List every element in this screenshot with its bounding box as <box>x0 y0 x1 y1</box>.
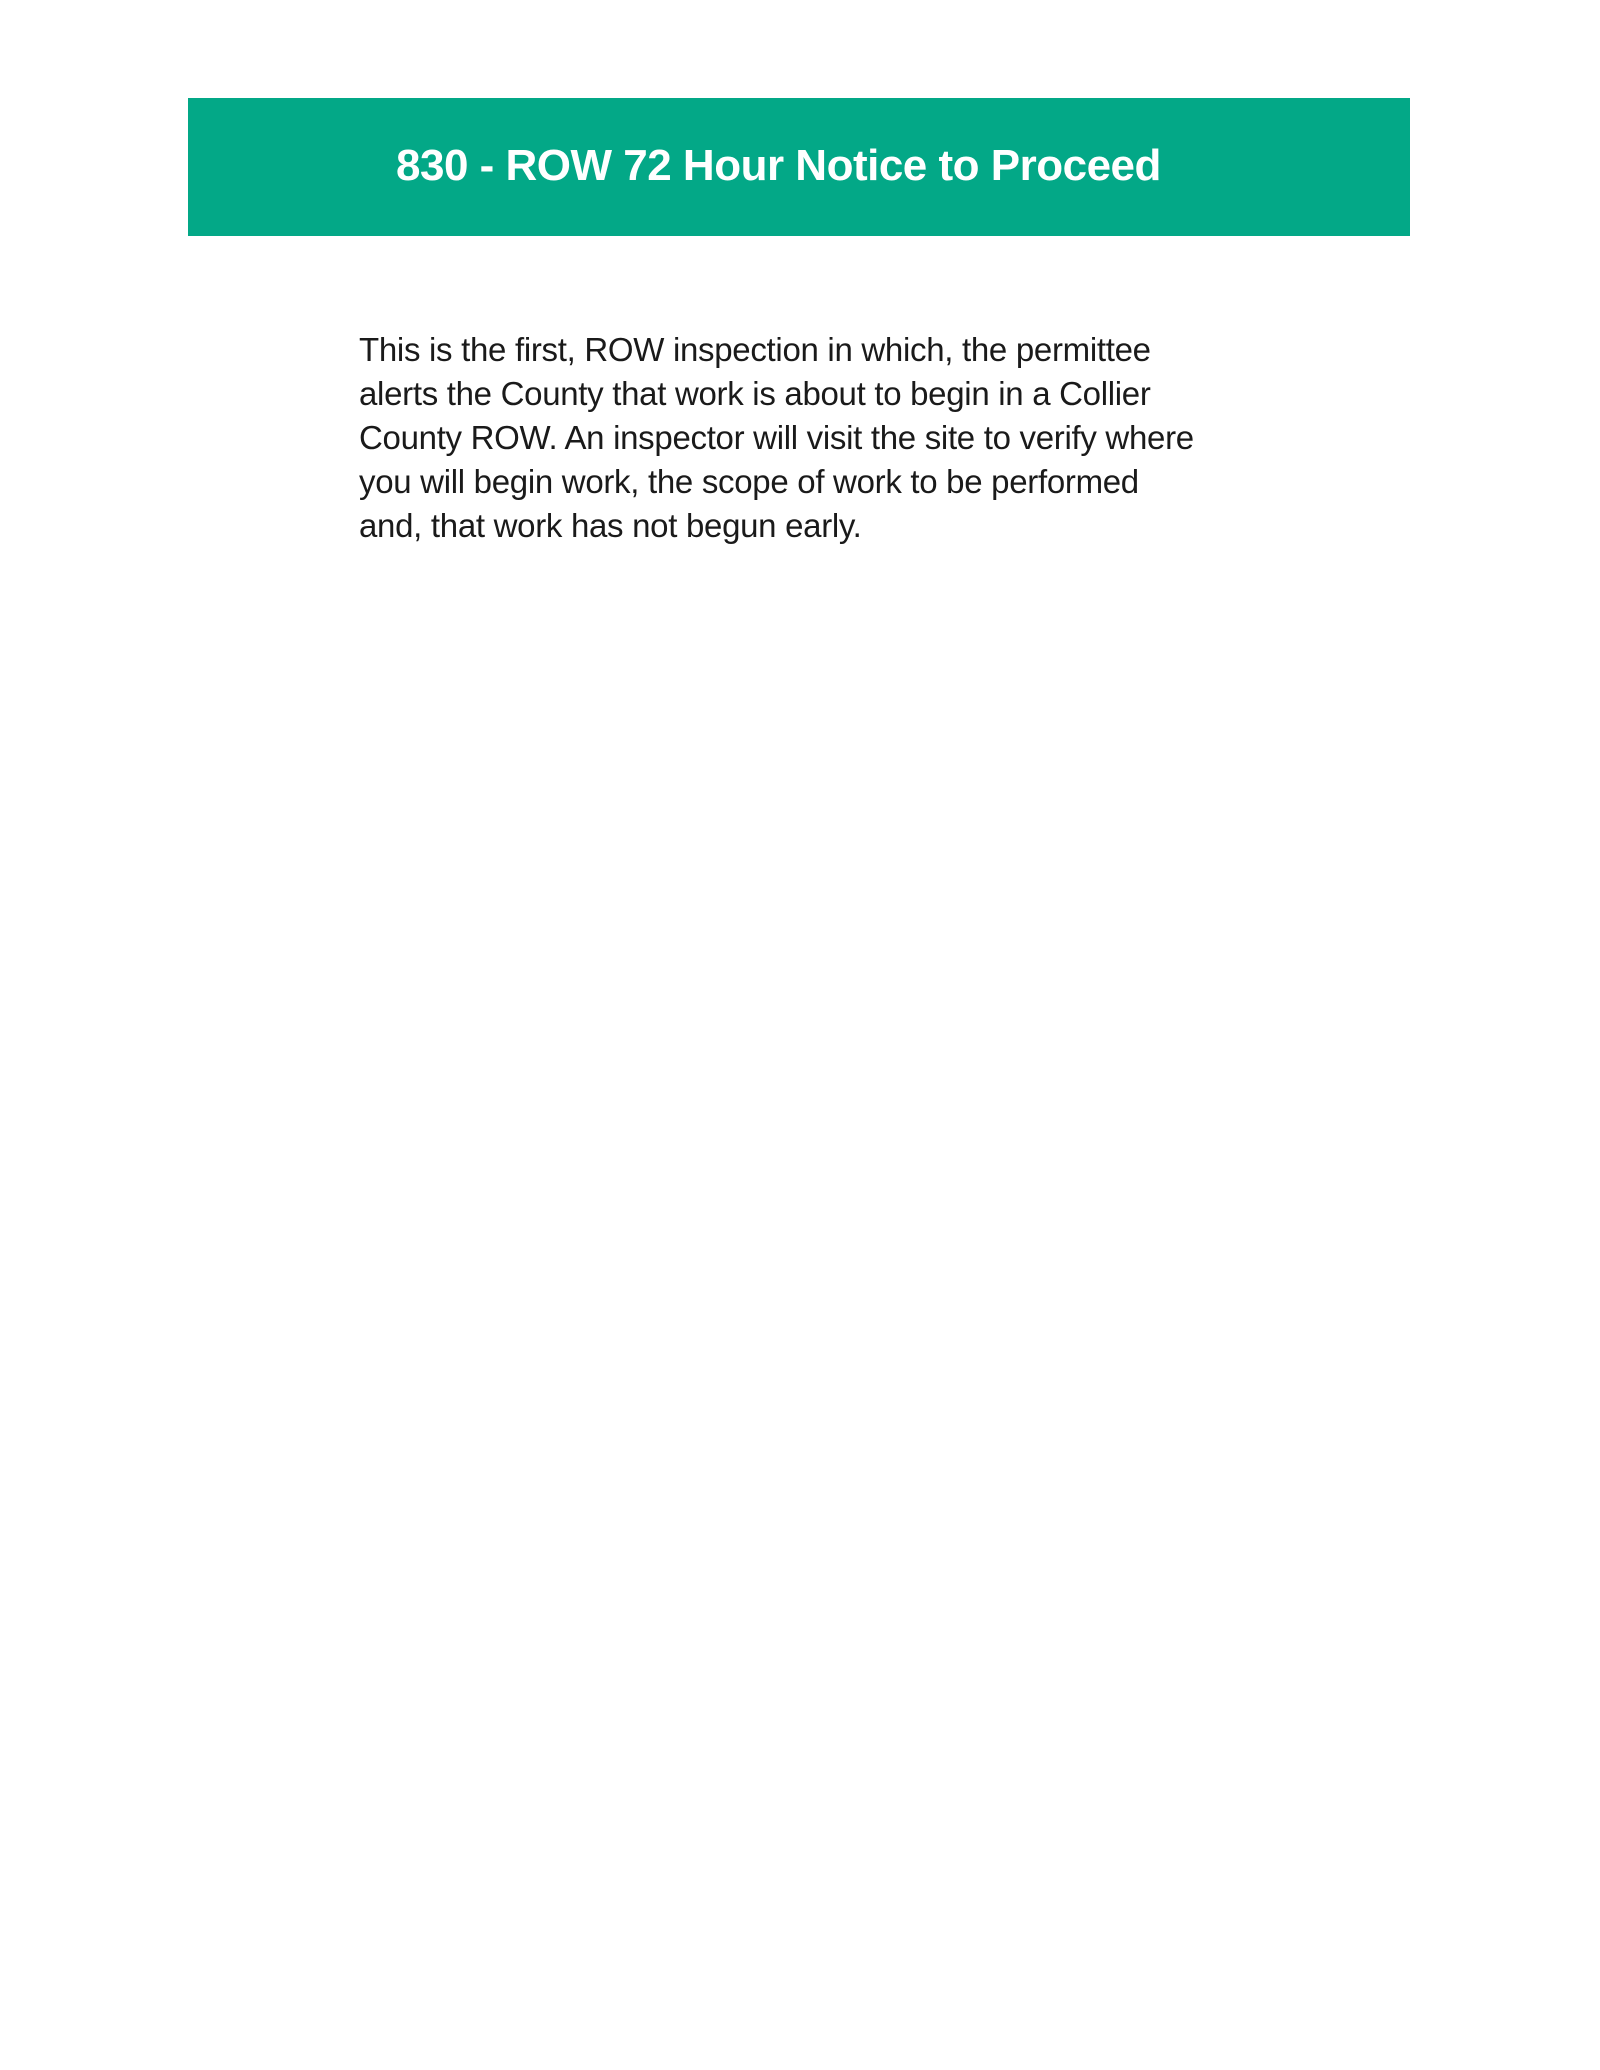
description-line: This is the first, ROW inspection in which, the permittee <box>359 331 1151 368</box>
description-line: and, that work has not begun early. <box>359 507 862 544</box>
title-banner <box>188 98 1410 236</box>
description-line: alerts the County that work is about to begin in a Collier <box>359 375 1151 412</box>
page-title: 830 - ROW 72 Hour Notice to Proceed <box>396 141 1161 190</box>
description-line: County ROW. An inspector will visit the site to verify where <box>359 419 1194 456</box>
description-paragraph <box>359 328 1259 548</box>
description-line: you will begin work, the scope of work to be performed <box>359 463 1139 500</box>
